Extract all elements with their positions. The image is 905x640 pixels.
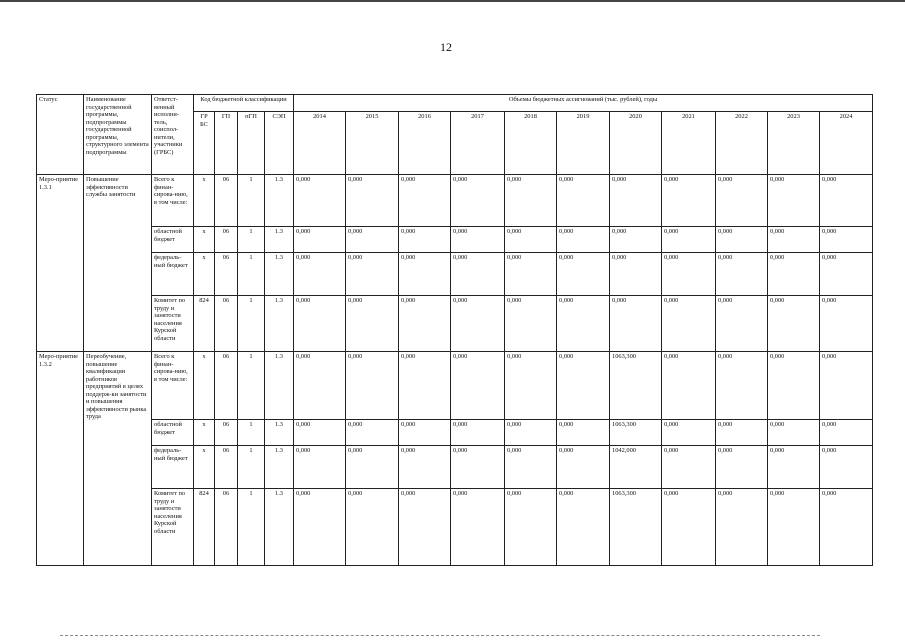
value-cell: 0,000 [662,489,716,566]
status-cell: Меро-приятие 1.3.1 [37,175,84,352]
value-cell: 0,000 [662,253,716,296]
header-year: 2023 [768,112,820,175]
header-year: 2024 [820,112,873,175]
value-cell: 0,000 [294,352,346,420]
executor-cell: областной бюджет [152,227,194,253]
header-year: 2020 [610,112,662,175]
pgp-cell: 1 [238,420,265,446]
value-cell: 0,000 [505,296,557,352]
gp-cell: 06 [215,227,238,253]
gp-cell: 06 [215,296,238,352]
value-cell: 0,000 [716,227,768,253]
table-row [37,175,873,227]
value-cell: 0,000 [451,253,505,296]
value-cell: 0,000 [662,227,716,253]
header-year: 2018 [505,112,557,175]
value-cell: 0,000 [505,420,557,446]
value-cell: 0,000 [820,227,873,253]
value-cell: 0,000 [557,253,610,296]
sep-cell: 1.3 [265,352,294,420]
value-cell: 0,000 [820,253,873,296]
table-row [37,253,873,296]
grbs-cell: 824 [194,489,215,566]
value-cell: 0,000 [451,352,505,420]
header-pgp: пГП [238,112,265,175]
value-cell: 0,000 [505,253,557,296]
value-cell: 0,000 [768,420,820,446]
executor-cell: федераль-ный бюджет [152,446,194,489]
value-cell: 0,000 [451,489,505,566]
pgp-cell: 1 [238,489,265,566]
value-cell: 0,000 [610,253,662,296]
value-cell: 0,000 [451,446,505,489]
value-cell: 0,000 [294,175,346,227]
value-cell: 0,000 [294,446,346,489]
value-cell: 0,000 [294,227,346,253]
grbs-cell: х [194,253,215,296]
pgp-cell: 1 [238,253,265,296]
header-year: 2021 [662,112,716,175]
value-cell: 0,000 [768,489,820,566]
header-year: 2019 [557,112,610,175]
executor-cell: Всего к финан-сирова-нию, в том числе: [152,175,194,227]
value-cell: 0,000 [820,446,873,489]
value-cell: 1063,300 [610,489,662,566]
gp-cell: 06 [215,489,238,566]
value-cell: 0,000 [716,446,768,489]
page-bottom-edge [60,635,820,637]
value-cell: 0,000 [399,446,451,489]
grbs-cell: х [194,352,215,420]
value-cell: 0,000 [451,227,505,253]
value-cell: 0,000 [399,352,451,420]
gp-cell: 06 [215,446,238,489]
value-cell: 0,000 [346,253,399,296]
table-row [37,420,873,446]
value-cell: 0,000 [768,227,820,253]
pgp-cell: 1 [238,296,265,352]
header-sep: СЭП [265,112,294,175]
budget-table [36,94,873,566]
value-cell: 0,000 [399,420,451,446]
executor-cell: Комитет по труду и занятости населения Курской области [152,489,194,566]
status-cell: Меро-приятие 1.3.2 [37,352,84,566]
sep-cell: 1.3 [265,253,294,296]
value-cell: 0,000 [716,296,768,352]
value-cell: 0,000 [716,253,768,296]
table-row [37,446,873,489]
header-year: 2015 [346,112,399,175]
grbs-cell: 824 [194,296,215,352]
value-cell: 0,000 [820,489,873,566]
value-cell: 0,000 [662,175,716,227]
value-cell: 0,000 [346,489,399,566]
value-cell: 0,000 [820,175,873,227]
value-cell: 0,000 [662,446,716,489]
value-cell: 0,000 [820,352,873,420]
grbs-cell: х [194,420,215,446]
value-cell: 0,000 [346,296,399,352]
value-cell: 0,000 [610,296,662,352]
value-cell: 0,000 [820,420,873,446]
sep-cell: 1.3 [265,420,294,446]
value-cell: 0,000 [294,489,346,566]
value-cell: 0,000 [557,352,610,420]
value-cell: 0,000 [768,175,820,227]
value-cell: 0,000 [294,420,346,446]
value-cell: 0,000 [505,489,557,566]
value-cell: 1042,000 [610,446,662,489]
value-cell: 0,000 [346,175,399,227]
value-cell: 0,000 [346,420,399,446]
pgp-cell: 1 [238,446,265,489]
value-cell: 0,000 [505,175,557,227]
value-cell: 0,000 [399,253,451,296]
value-cell: 0,000 [716,489,768,566]
value-cell: 0,000 [505,352,557,420]
value-cell: 0,000 [294,296,346,352]
value-cell: 0,000 [399,296,451,352]
name-cell: Повышение эффективности службы занятости [84,175,152,352]
value-cell: 0,000 [399,489,451,566]
value-cell: 0,000 [820,296,873,352]
value-cell: 0,000 [557,227,610,253]
header-year: 2016 [399,112,451,175]
value-cell: 0,000 [294,253,346,296]
gp-cell: 06 [215,253,238,296]
value-cell: 0,000 [451,175,505,227]
sep-cell: 1.3 [265,489,294,566]
name-cell: Переобучение, повышение квалификации работников предприятий в целях поддерж-ки занятости и повышения эффективности рынка труда [84,352,152,566]
value-cell: 0,000 [768,446,820,489]
value-cell: 0,000 [346,352,399,420]
header-year: 2017 [451,112,505,175]
grbs-cell: х [194,227,215,253]
value-cell: 0,000 [505,227,557,253]
value-cell: 0,000 [399,227,451,253]
value-cell: 0,000 [716,175,768,227]
header-status: Статус [37,95,84,175]
value-cell: 1063,300 [610,352,662,420]
executor-cell: федераль-ный бюджет [152,253,194,296]
page-top-edge [0,0,905,2]
value-cell: 0,000 [557,420,610,446]
value-cell: 0,000 [768,296,820,352]
value-cell: 0,000 [768,253,820,296]
executor-cell: областной бюджет [152,420,194,446]
gp-cell: 06 [215,420,238,446]
value-cell: 0,000 [399,175,451,227]
value-cell: 1063,300 [610,420,662,446]
table-row [37,489,873,566]
header-year: 2022 [716,112,768,175]
table-row [37,296,873,352]
sep-cell: 1.3 [265,227,294,253]
grbs-cell: х [194,175,215,227]
header-grbs: ГР БС [194,112,215,175]
value-cell: 0,000 [346,227,399,253]
grbs-cell: х [194,446,215,489]
value-cell: 0,000 [662,352,716,420]
value-cell: 0,000 [610,175,662,227]
sep-cell: 1.3 [265,175,294,227]
executor-cell: Комитет по труду и занятости населения Курской области [152,296,194,352]
value-cell: 0,000 [346,446,399,489]
header-name: Наименование государственной программы, подпрограммы государственной программы, структурного элемента подпрограммы [84,95,152,175]
value-cell: 0,000 [610,227,662,253]
header-executor: Ответст-венный исполни-тель, соиспол-нители, участники (ГРБС) [152,95,194,175]
table-row [37,227,873,253]
value-cell: 0,000 [768,352,820,420]
value-cell: 0,000 [557,296,610,352]
value-cell: 0,000 [716,420,768,446]
value-cell: 0,000 [716,352,768,420]
value-cell: 0,000 [557,489,610,566]
sep-cell: 1.3 [265,446,294,489]
pgp-cell: 1 [238,175,265,227]
header-kbk-group: Код бюджетной классификации [194,95,294,112]
pgp-cell: 1 [238,227,265,253]
sep-cell: 1.3 [265,296,294,352]
pgp-cell: 1 [238,352,265,420]
value-cell: 0,000 [557,446,610,489]
header-volumes-group: Объемы бюджетных ассигнований (тыс. рублей), годы [294,95,873,112]
header-gp: ГП [215,112,238,175]
value-cell: 0,000 [505,446,557,489]
value-cell: 0,000 [662,296,716,352]
value-cell: 0,000 [662,420,716,446]
value-cell: 0,000 [451,296,505,352]
gp-cell: 06 [215,175,238,227]
executor-cell: Всего к финан-сирова-нию, в том числе: [152,352,194,420]
header-year: 2014 [294,112,346,175]
table-row [37,352,873,420]
gp-cell: 06 [215,352,238,420]
value-cell: 0,000 [557,175,610,227]
page-number: 12 [440,40,452,54]
value-cell: 0,000 [451,420,505,446]
